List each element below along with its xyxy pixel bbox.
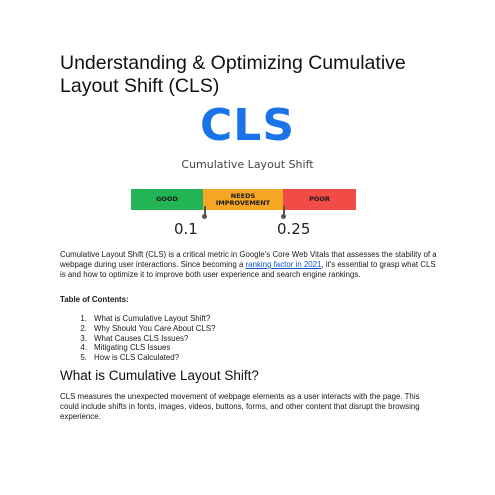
scale-segment-poor: POOR [283,189,356,210]
cls-logo: CLS [199,100,296,151]
ranking-factor-link[interactable]: ranking factor in 2021 [245,260,322,269]
toc-item-label: Why Should You Care About CLS? [94,323,216,333]
toc-item[interactable] [60,334,216,344]
intro-text-start: Cumulative Layout Shift (CLS) is a critical metric in Google's Core Web Vitals that assesses the stability of a webpage during user interactions. Since becoming a [60,250,437,269]
toc-item[interactable] [60,314,216,324]
page-title: Understanding & Optimizing Cumulative Layout Shift (CLS) [60,52,406,97]
toc-item-number: 4. [80,343,87,353]
cls-logo-subtitle: Cumulative Layout Shift [181,158,314,171]
threshold-marker-high [283,206,285,217]
toc-item-number: 1. [80,314,87,323]
toc-item-label: Mitigating CLS Issues [94,343,171,353]
toc-heading: Table of Contents: [60,295,129,304]
intro-paragraph [60,250,440,280]
threshold-label-high: 0.25 [277,220,311,238]
section-paragraph: CLS measures the unexpected movement of webpage elements as a user interacts with the page. This could include shifts in fonts, images, videos, buttons, forms, and other content that disrupt the browsing experience. [60,392,420,421]
toc-item[interactable] [60,343,216,353]
toc-item-number: 3. [80,333,87,343]
section-heading: What is Cumulative Layout Shift? [60,368,259,383]
table-of-contents [60,314,216,363]
scale-segment-good: GOOD [131,189,203,210]
toc-item-number: 2. [80,323,87,333]
toc-item-label: How is CLS Calculated? [94,353,180,363]
threshold-marker-low [204,206,206,217]
toc-item-label: What is Cumulative Layout Shift? [94,314,211,323]
toc-item-number: 5. [80,353,87,363]
toc-item[interactable] [60,353,216,363]
scale-segment-needs-improvement: NEEDS IMPROVEMENT [203,189,283,210]
cls-score-scale [131,189,356,210]
toc-item-label: What Causes CLS Issues? [94,333,189,343]
intro-text-end: , it's essential to grasp what CLS is and how to optimize it to improve both user experience and search engine rankings. [60,260,436,279]
toc-item[interactable] [60,324,216,334]
threshold-label-low: 0.1 [174,220,198,238]
